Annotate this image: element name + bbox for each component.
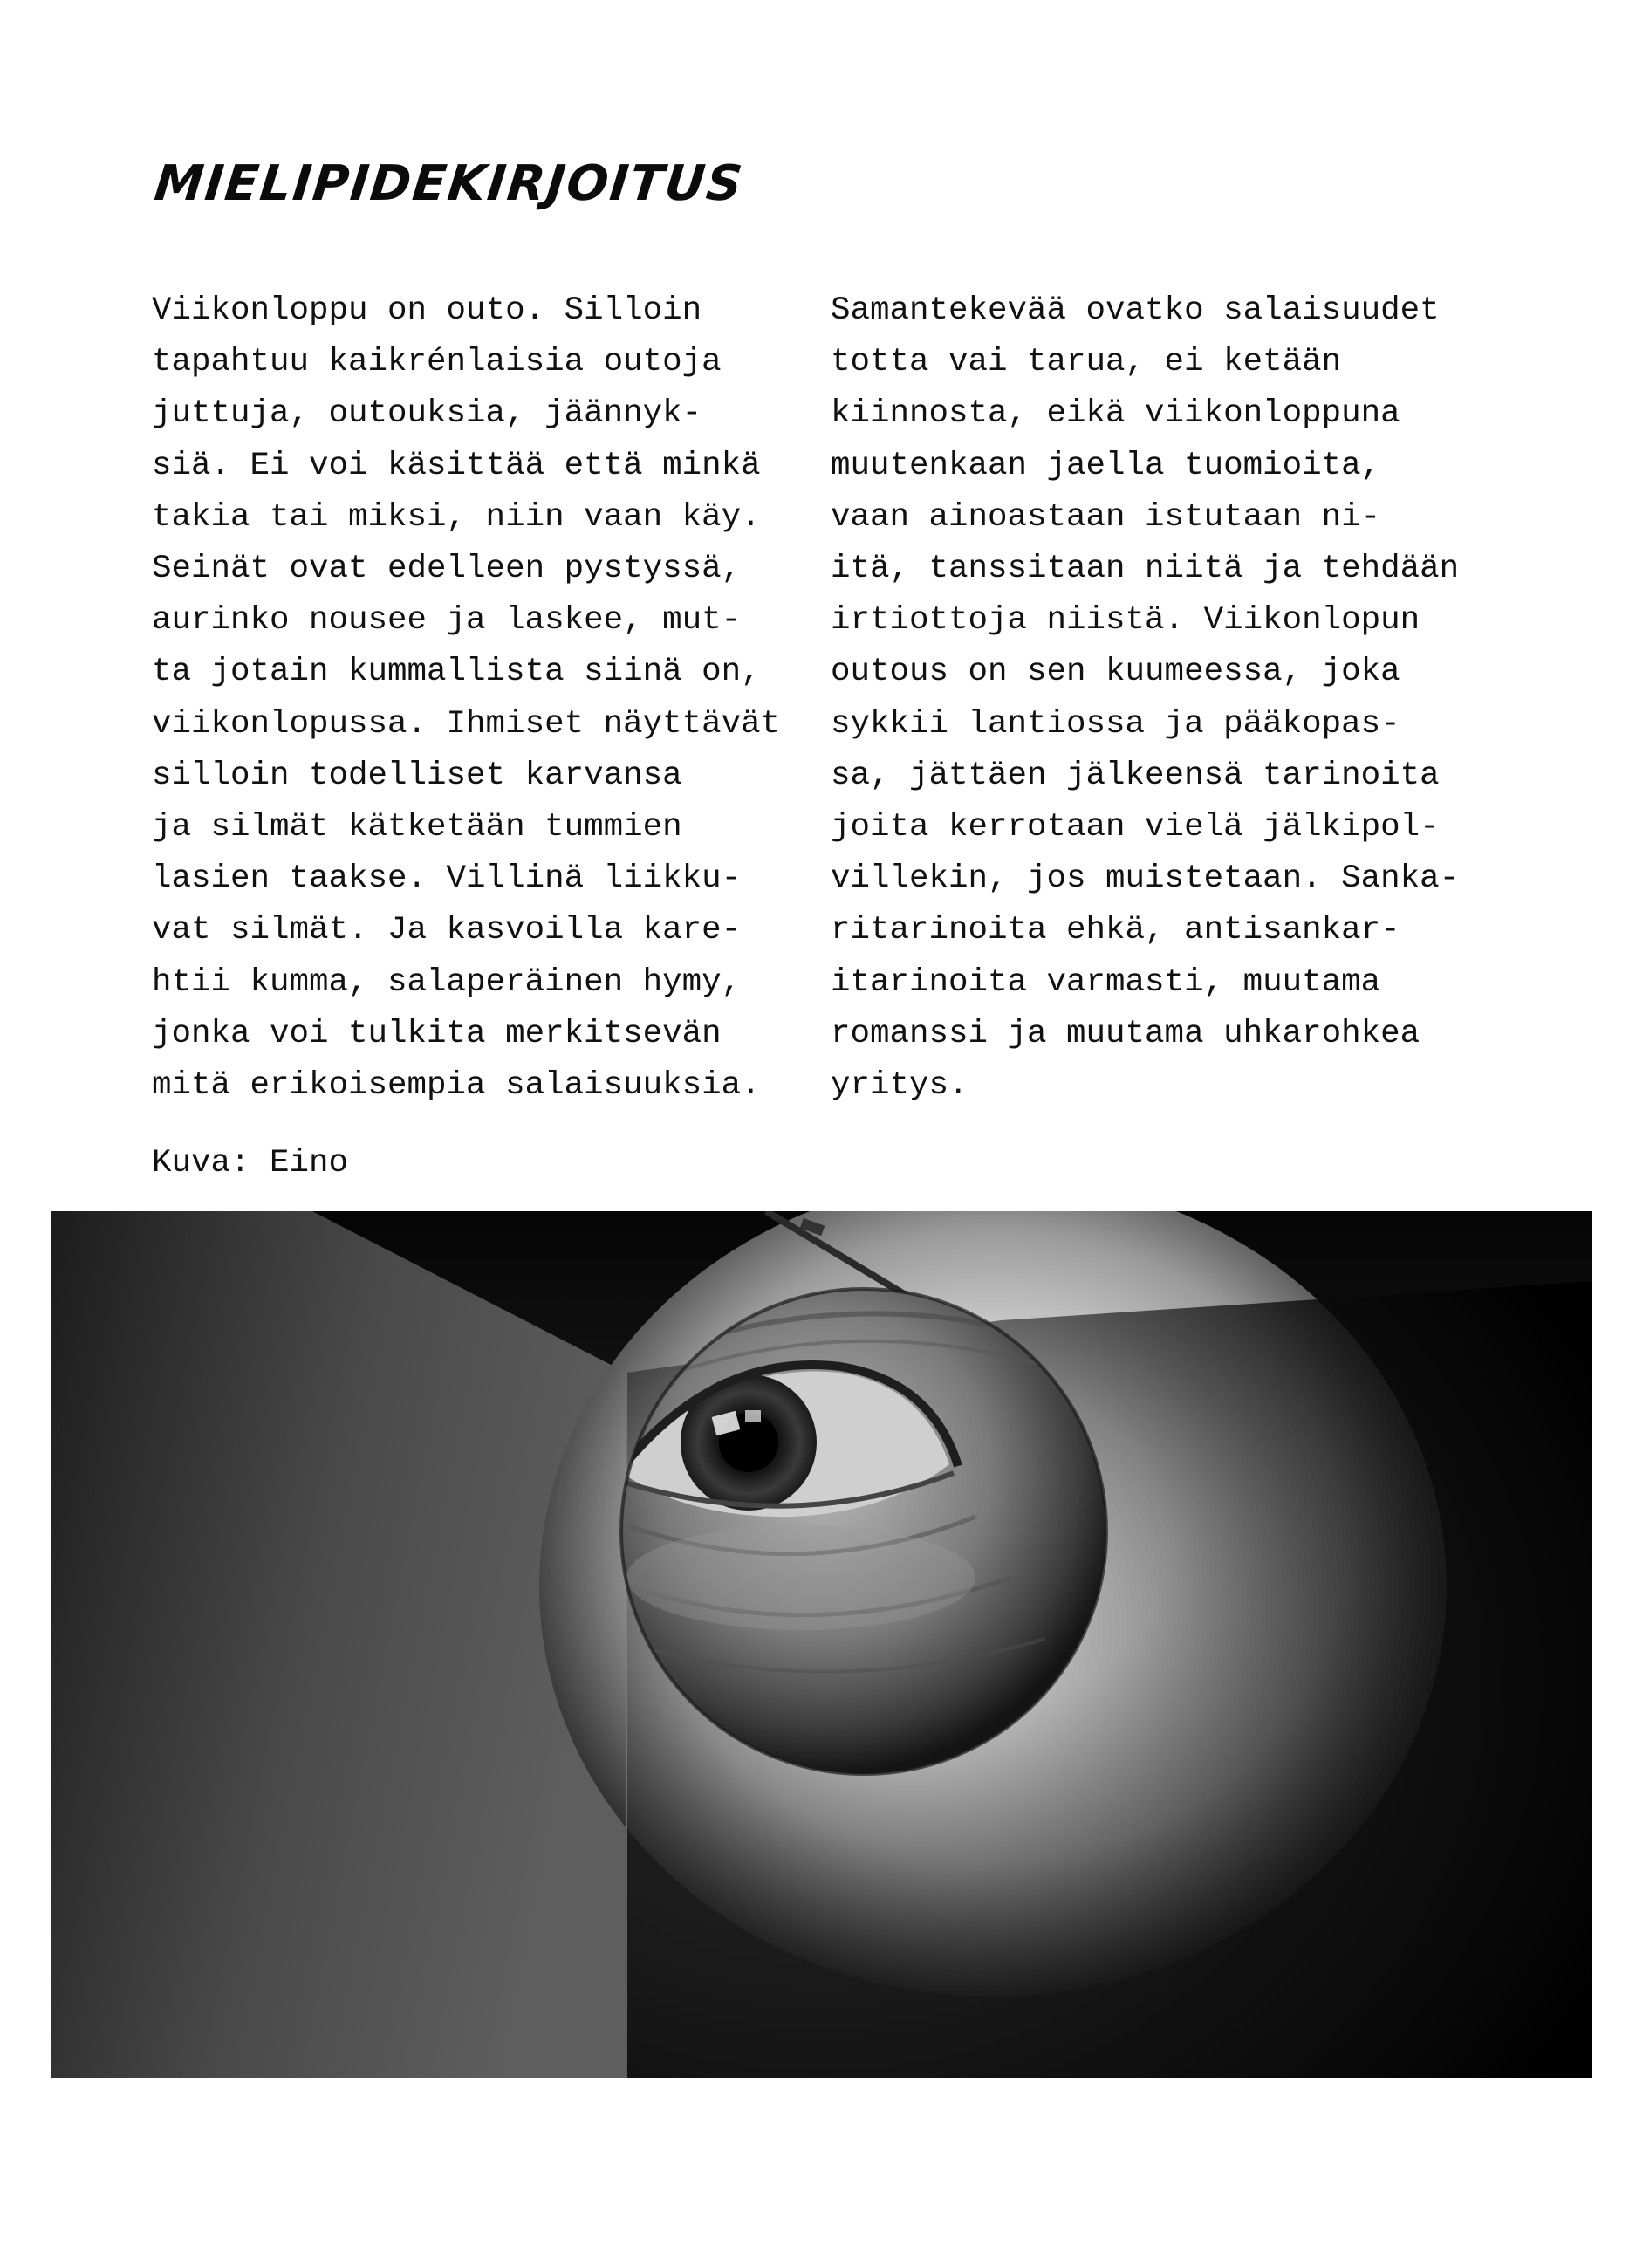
article-column-left: Viikonloppu on outo. Silloin tapahtuu kaikrénlaisia outoja juttuja, outouksia, jäännyk- siä. Ei voi käsittää että minkä takia tai miksi, niin vaan käy. Seinät ovat edelleen pystyssä, aurinko nousee ja laskee, mut- ta jotain kummallista siinä on, viikonlopussa. Ihmiset näyttävät silloin todelliset karvansa ja silmät kätketään tummien lasien taakse. Villinä liikku- vat silmät. Ja kasvoilla kare- htii kumma, salaperäinen hymy, jonka voi tulkita merkitsevän mitä erikoisempia salaisuuksia.: [152, 292, 781, 1105]
photo-caption: Kuva: Eino: [152, 1145, 349, 1182]
photo-eye-sphere-image: [51, 1211, 1592, 2078]
article-column-right: Samantekevää ovatko salaisuudet totta vai tarua, ei ketään kiinnosta, eikä viikonloppuna muutenkaan jaella tuomioita, vaan ainoastaan istutaan ni- itä, tanssitaan niitä ja tehdään irtiottoja niistä. Viikonlopun outous on sen kuumeessa, joka sykkii lantiossa ja pääkopas- sa, jättäen jälkeensä tarinoita joita kerrotaan vielä jälkipol- villekin, jos muistetaan. Sanka- ritarinoita ehkä, antisankar- itarinoita varmasti, muutama romanssi ja muutama uhkarohkea yritys.: [831, 292, 1460, 1105]
article-photo: [51, 1211, 1592, 2078]
article-heading: MIELIPIDEKIRJOITUS: [152, 155, 747, 212]
